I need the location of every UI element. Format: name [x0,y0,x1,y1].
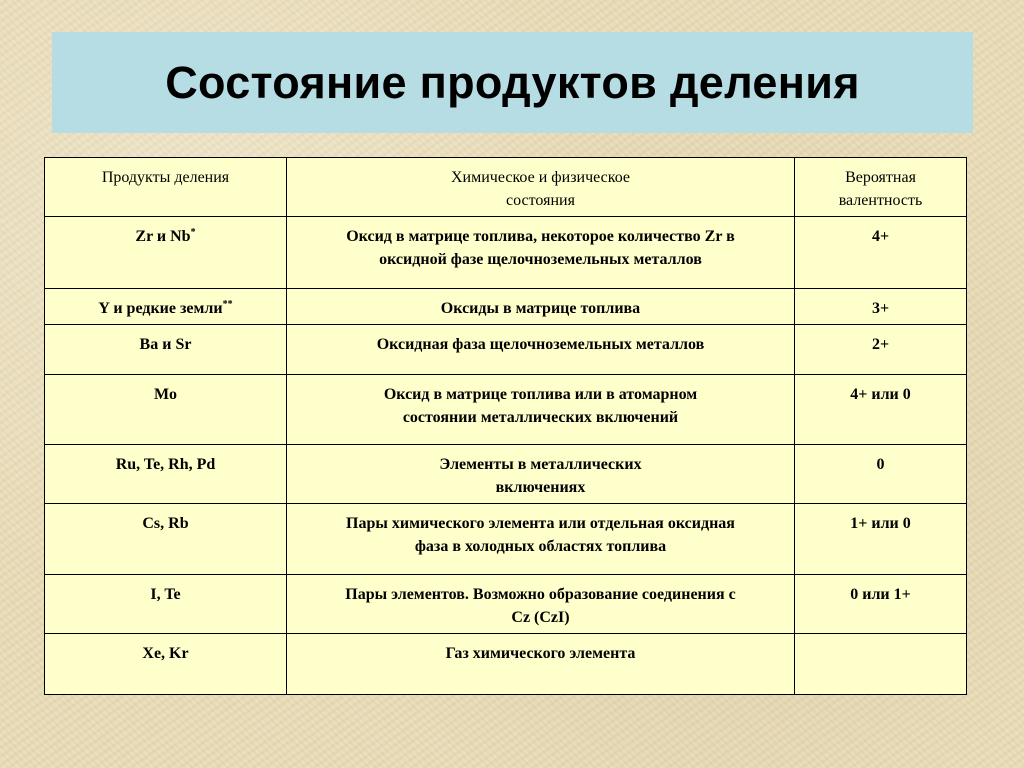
product-cell: Zr и Nb* [45,217,287,289]
valence-cell: 3+ [795,289,967,325]
title-banner [52,32,973,133]
table-row [45,289,967,325]
product-cell: Y и редкие земли** [45,289,287,325]
valence-cell [795,634,967,695]
valence-cell: 0 [795,445,967,504]
table-row [45,325,967,375]
state-cell: Оксидная фаза щелочноземельных металлов [287,325,795,375]
valence-cell: 2+ [795,325,967,375]
state-cell: Газ химического элемента [287,634,795,695]
table-row [45,504,967,575]
valence-cell: 1+ или 0 [795,504,967,575]
product-cell: I, Te [45,575,287,634]
state-cell: Пары химического элемента или отдельная оксидная фаза в холодных областях топлива [287,504,795,575]
state-cell: Оксид в матрице топлива или в атомарном состоянии металлических включений [287,375,795,445]
product-cell: Xe, Kr [45,634,287,695]
valence-cell: 4+ [795,217,967,289]
valence-cell: 4+ или 0 [795,375,967,445]
page-title: Состояние продуктов деления [165,56,860,108]
product-cell: Cs, Rb [45,504,287,575]
table-row [45,445,967,504]
table-row [45,217,967,289]
table-row [45,575,967,634]
state-cell: Оксид в матрице топлива, некоторое количество Zr в оксидной фазе щелочноземельных металлов [287,217,795,289]
header-products: Продукты деления [45,158,287,217]
header-valence: Вероятная валентность [795,158,967,217]
fission-products-table [44,157,967,695]
valence-cell: 0 или 1+ [795,575,967,634]
header-state: Химическое и физическое состояния [287,158,795,217]
table-row [45,375,967,445]
product-cell: Ru, Te, Rh, Pd [45,445,287,504]
table-row [45,634,967,695]
product-cell: Mo [45,375,287,445]
table-header-row [45,158,967,217]
state-cell: Элементы в металлических включениях [287,445,795,504]
state-cell: Пары элементов. Возможно образование соединения с Cz (CzI) [287,575,795,634]
product-cell: Ba и Sr [45,325,287,375]
state-cell: Оксиды в матрице топлива [287,289,795,325]
